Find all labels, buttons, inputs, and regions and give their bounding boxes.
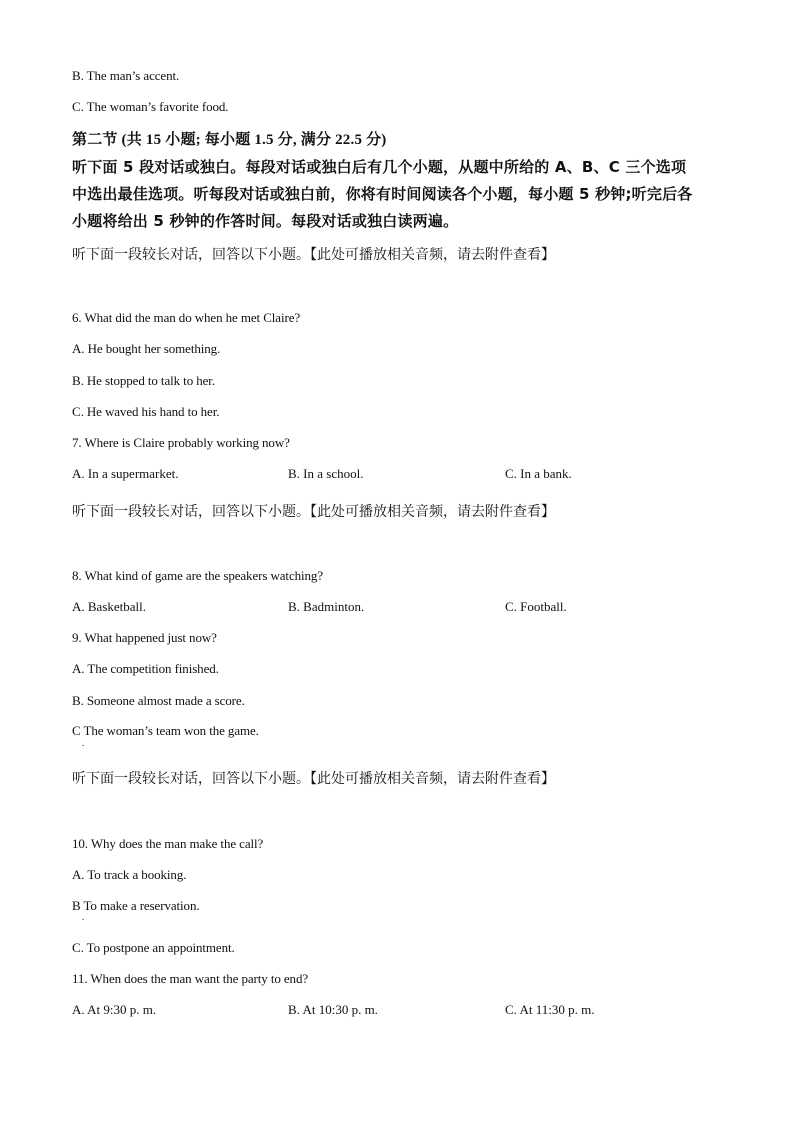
q7-option-a: A. In a supermarket. <box>72 466 179 481</box>
q7-stem: 7. Where is Claire probably working now? <box>72 435 290 450</box>
instruction-line-2: 中选出最佳选项。听每段对话或独白前，你将有时间阅读各个小题，每小题 5 秒钟;听完后各 <box>72 185 693 203</box>
audio-prompt: 听下面一段较长对话，回答以下小题。【此处可播放相关音频，请去附件查看】 <box>72 247 555 263</box>
q7-option-c: C. In a bank. <box>505 466 572 481</box>
audio-prompt: 听下面一段较长对话，回答以下小题。【此处可播放相关音频，请去附件查看】 <box>72 504 555 520</box>
stray-dot-mark: . <box>82 738 85 748</box>
q9-stem: 9. What happened just now? <box>72 630 217 645</box>
q8-option-a: A. Basketball. <box>72 599 147 614</box>
instruction-line-1: 听下面 5 段对话或独白。每段对话或独白后有几个小题，从题中所给的 A、B、C 三个选项 <box>72 158 687 176</box>
q11-option-a: A. At 9:30 p. m. <box>72 1002 157 1017</box>
q9-option-b: B. Someone almost made a score. <box>72 693 245 708</box>
q11-stem: 11. When does the man want the party to end? <box>72 971 309 986</box>
q9-option-c: C The woman’s team won the game. <box>72 723 259 738</box>
q11-option-c: C. At 11:30 p. m. <box>505 1002 595 1017</box>
q8-option-b: B. Badminton. <box>288 599 365 614</box>
q10-stem: 10. Why does the man make the call? <box>72 836 264 851</box>
q6-stem: 6. What did the man do when he met Claire? <box>72 310 301 325</box>
stray-dot-mark: . <box>82 912 85 922</box>
q8-stem: 8. What kind of game are the speakers watching? <box>72 568 323 583</box>
q5-option-c: C. The woman’s favorite food. <box>72 99 229 114</box>
q10-option-b: B To make a reservation. <box>72 898 200 913</box>
q10-option-a: A. To track a booking. <box>72 867 187 882</box>
q6-option-b: B. He stopped to talk to her. <box>72 373 215 388</box>
audio-prompt: 听下面一段较长对话，回答以下小题。【此处可播放相关音频，请去附件查看】 <box>72 771 555 787</box>
q10-option-c: C. To postpone an appointment. <box>72 940 235 955</box>
q5-option-b: B. The man’s accent. <box>72 68 180 83</box>
q8-option-c: C. Football. <box>505 599 567 614</box>
q6-option-a: A. He bought her something. <box>72 341 221 356</box>
q11-option-b: B. At 10:30 p. m. <box>288 1002 378 1017</box>
q6-option-c: C. He waved his hand to her. <box>72 404 220 419</box>
q9-option-a: A. The competition finished. <box>72 661 219 676</box>
instruction-line-3: 小题将给出 5 秒钟的作答时间。每段对话或独白读两遍。 <box>72 212 459 230</box>
q7-option-b: B. In a school. <box>288 466 364 481</box>
section-heading: 第二节 (共 15 小题; 每小题 1.5 分, 满分 22.5 分) <box>72 132 387 148</box>
